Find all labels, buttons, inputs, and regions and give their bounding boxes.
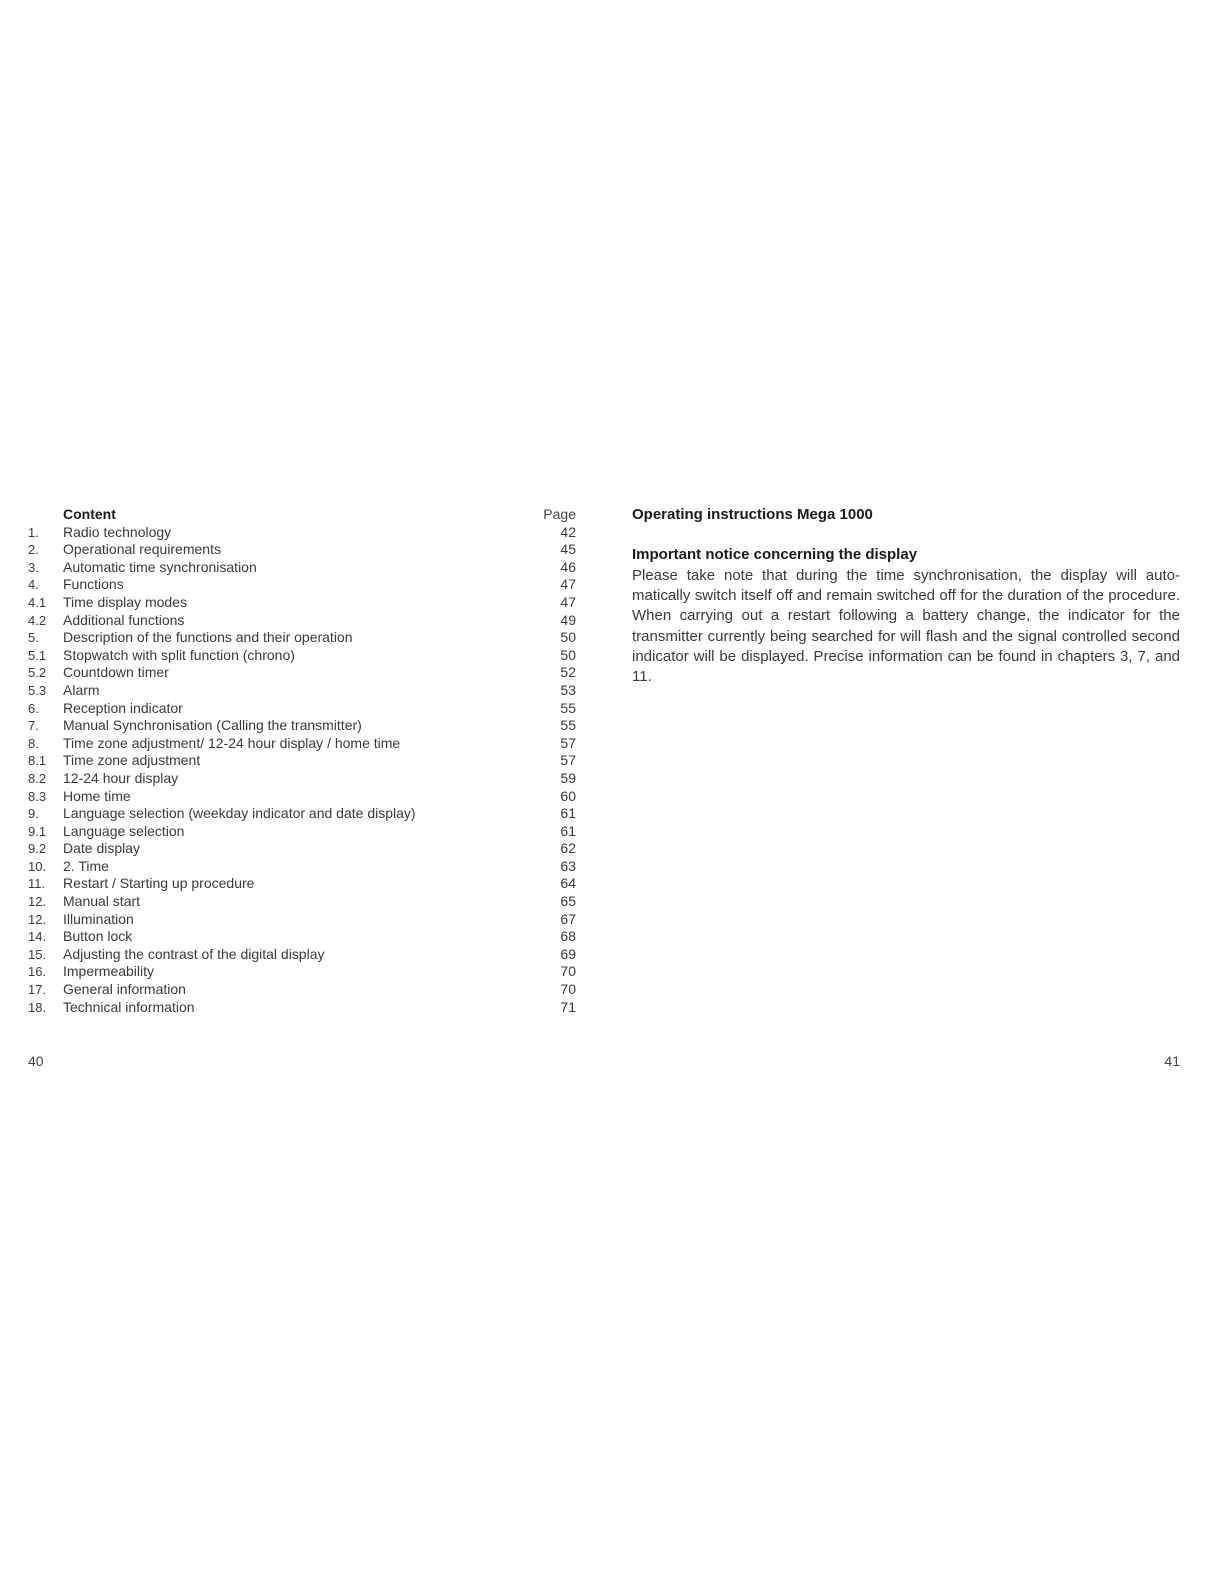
page-number-left: 40 (28, 1053, 44, 1069)
toc-entry (28, 875, 576, 893)
notice-heading: Important notice concerning the display (632, 546, 918, 563)
toc-entry-page: 55 (560, 699, 576, 716)
toc-entry-number: 8.2 (28, 770, 47, 786)
toc-entry-title: Time zone adjustment (63, 752, 201, 769)
toc-entry-number: 16. (28, 964, 47, 980)
toc-entries (28, 524, 576, 1017)
toc-entry-number: 4.1 (28, 594, 47, 610)
toc-entry-title: Adjusting the contrast of the digital display (63, 945, 325, 962)
toc-entry-number: 6. (28, 700, 39, 716)
notice-body: Please take note that during the time synchronisation, the display will automatically switch itself off and remain switched off for the duration of the procedure. When carrying out a restart following a battery change, the indicator for the transmitter currently being searched for will flash and the signal controlled second indicator will be displayed. Precise information can be found in chapters 3, 7, and 11. (632, 567, 1180, 686)
toc-entry-page: 67 (560, 910, 576, 927)
toc-entry-title: 12-24 hour display (63, 769, 179, 786)
toc-heading: Content (63, 506, 116, 522)
toc-entry-title: Restart / Starting up procedure (63, 875, 255, 892)
toc-entry-title: Time display modes (63, 593, 187, 610)
toc-entry-page: 57 (560, 734, 576, 751)
toc-entry-number: 8.1 (28, 753, 47, 769)
toc-entry-page: 62 (560, 840, 576, 857)
toc-entry (28, 788, 576, 806)
toc-entry (28, 928, 576, 946)
toc-entry-page: 61 (560, 805, 576, 822)
toc-entry (28, 911, 576, 929)
toc-entry-title: Radio technology (63, 523, 172, 540)
toc-entry-number: 2. (28, 542, 39, 558)
toc-entry-page: 70 (560, 981, 576, 998)
toc-entry-number: 5.1 (28, 647, 47, 663)
toc-entry (28, 559, 576, 577)
toc-entry-page: 47 (560, 593, 576, 610)
toc-entry-title: Operational requirements (63, 541, 221, 558)
toc-entry-page: 69 (560, 945, 576, 962)
toc-entry (28, 893, 576, 911)
page-number-right: 41 (1164, 1053, 1180, 1069)
toc-entry-page: 59 (560, 769, 576, 786)
toc-entry-title: Date display (63, 840, 141, 857)
toc-entry-number: 9.1 (28, 823, 47, 839)
toc-entry-page: 55 (560, 717, 576, 734)
toc-entry (28, 700, 576, 718)
toc-entry-page: 53 (560, 681, 576, 698)
toc-entry (28, 612, 576, 630)
toc-entry-title: Functions (63, 576, 124, 593)
toc-entry-page: 63 (560, 857, 576, 874)
toc-entry-number: 4. (28, 577, 39, 593)
toc-entry-title: Manual start (63, 893, 141, 910)
toc-entry (28, 981, 576, 999)
toc-entry (28, 963, 576, 981)
toc-entry-title: Language selection (weekday indicator and date display) (63, 805, 416, 822)
toc-entry-number: 18. (28, 999, 47, 1015)
toc-entry-number: 5. (28, 630, 39, 646)
toc-entry (28, 629, 576, 647)
toc-entry (28, 770, 576, 788)
toc-entry-number: 8.3 (28, 788, 47, 804)
toc-entry-title: Automatic time synchronisation (63, 558, 257, 575)
toc-entry-number: 17. (28, 982, 47, 998)
toc-entry-number: 15. (28, 946, 47, 962)
toc-entry-number: 9. (28, 806, 39, 822)
toc-entry-title: Alarm (63, 681, 100, 698)
toc-entry (28, 752, 576, 770)
toc-entry-title: Reception indicator (63, 699, 183, 716)
toc-entry-number: 10. (28, 858, 47, 874)
toc-entry-title: Impermeability (63, 963, 155, 980)
left-page (0, 0, 609, 1582)
right-page (609, 0, 1219, 1582)
toc-entry (28, 735, 576, 753)
toc-entry-number: 4.2 (28, 612, 47, 628)
toc-entry (28, 858, 576, 876)
toc-entry-title: Home time (63, 787, 131, 804)
toc-entry-page: 46 (560, 558, 576, 575)
toc-entry-title: Language selection (63, 822, 185, 839)
toc-entry-page: 65 (560, 893, 576, 910)
toc-entry-page: 68 (560, 928, 576, 945)
toc-entry (28, 999, 576, 1017)
toc-entry-number: 5.2 (28, 665, 47, 681)
toc-entry-page: 57 (560, 752, 576, 769)
toc-entry-page: 70 (560, 963, 576, 980)
toc-entry-title: General information (63, 981, 186, 998)
toc-entry-title: Additional functions (63, 611, 185, 628)
toc-entry-page: 49 (560, 611, 576, 628)
toc-entry-title: Illumination (63, 910, 134, 927)
toc-entry-page: 64 (560, 875, 576, 892)
toc-entry-title: Countdown timer (63, 664, 169, 681)
toc-entry-number: 11. (28, 876, 46, 892)
toc-entry (28, 946, 576, 964)
toc-entry-title: 2. Time (63, 857, 109, 874)
toc-entry-number: 5.3 (28, 682, 47, 698)
toc-entry-number: 1. (28, 524, 39, 540)
toc-entry (28, 576, 576, 594)
toc-entry-number: 7. (28, 718, 39, 734)
toc-entry-page: 42 (560, 523, 576, 540)
toc-entry (28, 823, 576, 841)
toc-entry (28, 664, 576, 682)
toc-entry (28, 594, 576, 612)
toc-entry-page: 60 (560, 787, 576, 804)
toc-entry-title: Button lock (63, 928, 133, 945)
toc-entry-title: Stopwatch with split function (chrono) (63, 646, 295, 663)
table-of-contents (28, 506, 576, 1016)
toc-header (28, 506, 576, 524)
toc-entry (28, 524, 576, 542)
toc-entry-page: 71 (560, 998, 576, 1015)
toc-entry-page: 50 (560, 629, 576, 646)
document-title: Operating instructions Mega 1000 (632, 506, 873, 523)
toc-entry-page: 45 (560, 541, 576, 558)
toc-entry (28, 541, 576, 559)
toc-entry (28, 717, 576, 735)
toc-entry (28, 840, 576, 858)
toc-entry-page: 50 (560, 646, 576, 663)
toc-entry (28, 647, 576, 665)
toc-entry-number: 9.2 (28, 841, 47, 857)
toc-entry-number: 12. (28, 911, 47, 927)
toc-entry-page: 52 (560, 664, 576, 681)
toc-entry-title: Technical information (63, 998, 195, 1015)
toc-entry-number: 3. (28, 559, 39, 575)
toc-entry-title: Time zone adjustment/ 12-24 hour display / home time (63, 734, 401, 751)
toc-page-label: Page (543, 506, 576, 522)
toc-entry-number: 14. (28, 929, 47, 945)
toc-entry-page: 61 (560, 822, 576, 839)
toc-entry (28, 805, 576, 823)
toc-entry-number: 8. (28, 735, 39, 751)
toc-entry-title: Manual Synchronisation (Calling the transmitter) (63, 717, 362, 734)
toc-entry-page: 47 (560, 576, 576, 593)
toc-entry (28, 682, 576, 700)
toc-entry-title: Description of the functions and their operation (63, 629, 353, 646)
toc-entry-number: 12. (28, 894, 47, 910)
